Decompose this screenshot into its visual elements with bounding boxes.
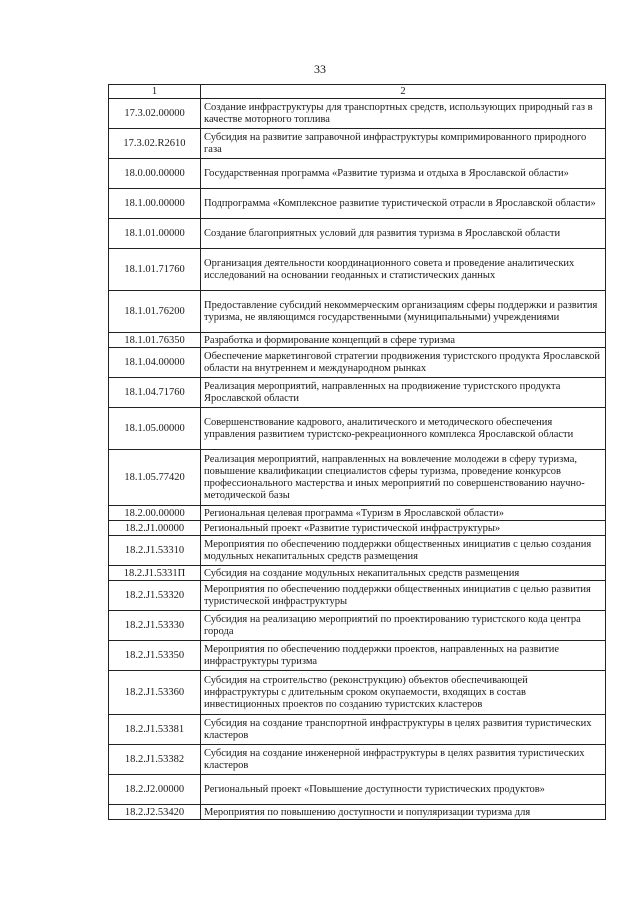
- table-row: [109, 715, 606, 745]
- row-name: Подпрограмма «Комплексное развитие туристической отрасли в Ярославской области»: [201, 189, 606, 219]
- row-name: Предоставление субсидий некоммерческим организациям сферы поддержки и развития туризма, не являющимся государственными (муниципальными) учреждениями: [201, 291, 606, 333]
- table-row: [109, 129, 606, 159]
- table-row: [109, 506, 606, 521]
- row-code: 18.1.05.00000: [109, 408, 201, 450]
- table-row: [109, 408, 606, 450]
- row-name: Государственная программа «Развитие туризма и отдыха в Ярославской области»: [201, 159, 606, 189]
- row-code: 18.2.J1.53350: [109, 641, 201, 671]
- row-name: Создание благоприятных условий для развития туризма в Ярославской области: [201, 219, 606, 249]
- row-code: 18.1.00.00000: [109, 189, 201, 219]
- row-name: Субсидия на строительство (реконструкцию) объектов обеспечивающей инфраструктуры с длительным сроком окупаемости, входящих в состав инвестиционных проектов по созданию туристских кластеров: [201, 671, 606, 715]
- table-row: [109, 159, 606, 189]
- table-row: [109, 333, 606, 348]
- table-row: [109, 671, 606, 715]
- row-code: 18.2.00.00000: [109, 506, 201, 521]
- row-code: 18.2.J1.53310: [109, 536, 201, 566]
- column-header-code: 1: [109, 85, 201, 99]
- table-row: [109, 219, 606, 249]
- table-row: [109, 536, 606, 566]
- row-code: 18.2.J1.53381: [109, 715, 201, 745]
- table-row: [109, 249, 606, 291]
- row-code: 18.2.J1.53382: [109, 745, 201, 775]
- table-row: [109, 521, 606, 536]
- column-header-name: 2: [201, 85, 606, 99]
- row-name: Региональный проект «Повышение доступности туристических продуктов»: [201, 775, 606, 805]
- row-name: Региональный проект «Развитие туристической инфраструктуры»: [201, 521, 606, 536]
- row-code: 18.1.05.77420: [109, 450, 201, 506]
- row-name: Мероприятия по обеспечению поддержки общественных инициатив с целью развития туристической инфраструктуры: [201, 581, 606, 611]
- table-row: [109, 745, 606, 775]
- page-number: 33: [314, 62, 326, 76]
- row-code: 18.1.04.71760: [109, 378, 201, 408]
- row-name: Разработка и формирование концепций в сфере туризма: [201, 333, 606, 348]
- row-code: 18.2.J1.53360: [109, 671, 201, 715]
- table-row: [109, 189, 606, 219]
- row-name: Реализация мероприятий, направленных на вовлечение молодежи в сферу туризма, повышение квалификации специалистов сферы туризма, проведение конкурсов профессионального мастерства и иных мероприятий по совершенствованию научно-методической базы: [201, 450, 606, 506]
- row-name: Создание инфраструктуры для транспортных средств, использующих природный газ в качестве моторного топлива: [201, 99, 606, 129]
- row-name: Субсидия на создание модульных некапитальных средств размещения: [201, 566, 606, 581]
- row-code: 18.2.J2.53420: [109, 805, 201, 820]
- row-code: 18.1.01.76350: [109, 333, 201, 348]
- row-name: Реализация мероприятий, направленных на продвижение туристского продукта Ярославской области: [201, 378, 606, 408]
- row-name: Организация деятельности координационного совета и проведение аналитических исследований на основании геоданных и статистических данных: [201, 249, 606, 291]
- row-code: 17.3.02.00000: [109, 99, 201, 129]
- row-name: Совершенствование кадрового, аналитического и методического обеспечения управления развитием туристско-рекреационного комплекса Ярославской области: [201, 408, 606, 450]
- table-row: [109, 611, 606, 641]
- row-code: 18.1.04.00000: [109, 348, 201, 378]
- table-row: [109, 805, 606, 820]
- table-row: [109, 775, 606, 805]
- row-code: 18.1.01.71760: [109, 249, 201, 291]
- table-row: [109, 566, 606, 581]
- row-name: Субсидия на создание транспортной инфраструктуры в целях развития туристических кластеров: [201, 715, 606, 745]
- row-name: Мероприятия по обеспечению поддержки общественных инициатив с целью создания модульных некапитальных средств размещения: [201, 536, 606, 566]
- table-row: [109, 378, 606, 408]
- row-code: 18.2.J2.00000: [109, 775, 201, 805]
- row-name: Обеспечение маркетинговой стратегии продвижения туристского продукта Ярославской области на внутреннем и международном рынках: [201, 348, 606, 378]
- row-code: 18.2.J1.53330: [109, 611, 201, 641]
- row-code: 17.3.02.R2610: [109, 129, 201, 159]
- row-name: Субсидия на создание инженерной инфраструктуры в целях развития туристических кластеров: [201, 745, 606, 775]
- table-row: [109, 348, 606, 378]
- classification-table: [108, 84, 606, 820]
- table-row: [109, 291, 606, 333]
- row-code: 18.1.01.00000: [109, 219, 201, 249]
- row-code: 18.0.00.00000: [109, 159, 201, 189]
- row-code: 18.2.J1.00000: [109, 521, 201, 536]
- row-name: Субсидия на реализацию мероприятий по проектированию туристского кода центра города: [201, 611, 606, 641]
- table-row: [109, 641, 606, 671]
- row-name: Субсидия на развитие заправочной инфраструктуры компримированного природного газа: [201, 129, 606, 159]
- row-code: 18.2.J1.5331П: [109, 566, 201, 581]
- row-name: Мероприятия по повышению доступности и популяризации туризма для: [201, 805, 606, 820]
- table-row: [109, 99, 606, 129]
- row-code: 18.2.J1.53320: [109, 581, 201, 611]
- row-code: 18.1.01.76200: [109, 291, 201, 333]
- row-name: Мероприятия по обеспечению поддержки проектов, направленных на развитие инфраструктуры туризма: [201, 641, 606, 671]
- table-header-row: [109, 85, 606, 99]
- table-row: [109, 450, 606, 506]
- table-row: [109, 581, 606, 611]
- row-name: Региональная целевая программа «Туризм в Ярославской области»: [201, 506, 606, 521]
